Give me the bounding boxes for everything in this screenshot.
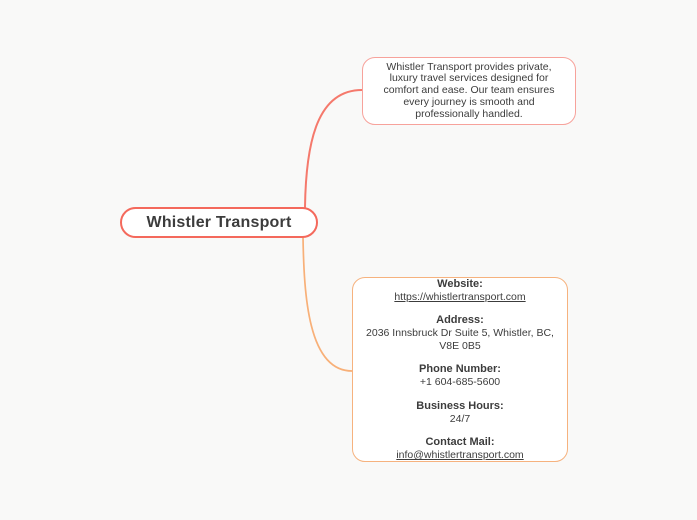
contact-field-phone bbox=[419, 363, 501, 389]
root-node-label: Whistler Transport bbox=[146, 213, 292, 231]
field-label: Website: bbox=[437, 277, 483, 290]
description-line: Whistler Transport provides private, bbox=[386, 60, 552, 73]
description-line: every journey is smooth and bbox=[403, 95, 535, 108]
description-line: professionally handled. bbox=[415, 107, 523, 120]
hours-value: 24/7 bbox=[449, 412, 471, 425]
website-link[interactable]: https://whistlertransport.com bbox=[394, 290, 526, 303]
address-value-line: 2036 Innsbruck Dr Suite 5, Whistler, BC, bbox=[366, 327, 554, 339]
contact-field-email bbox=[396, 436, 523, 462]
contact-node[interactable] bbox=[352, 277, 568, 462]
description-node[interactable] bbox=[362, 57, 576, 125]
root-node[interactable] bbox=[120, 207, 318, 238]
email-link[interactable]: info@whistlertransport.com bbox=[396, 449, 524, 461]
connector-root-to-contact bbox=[303, 237, 352, 371]
contact-field-website bbox=[394, 278, 525, 304]
field-label: Business Hours: bbox=[416, 399, 504, 412]
field-label: Address: bbox=[436, 314, 484, 326]
contact-field-address bbox=[366, 314, 554, 352]
contact-field-hours bbox=[416, 400, 503, 426]
connector-root-to-description bbox=[305, 90, 362, 207]
description-line: luxury travel services designed for bbox=[389, 72, 549, 85]
description-line: comfort and ease. Our team ensures bbox=[383, 84, 555, 97]
phone-value: +1 604-685-5600 bbox=[419, 376, 501, 388]
field-label: Contact Mail: bbox=[425, 436, 495, 448]
address-value-line: V8E 0B5 bbox=[439, 339, 481, 352]
field-label: Phone Number: bbox=[419, 363, 501, 375]
